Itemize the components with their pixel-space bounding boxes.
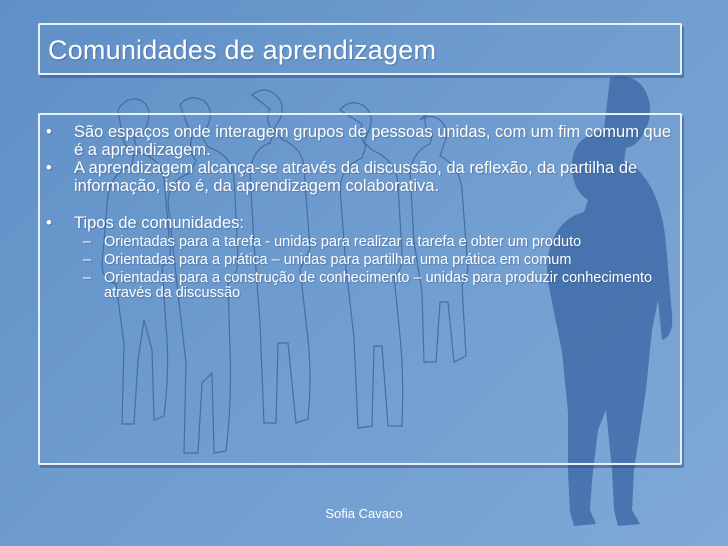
bullet-marker: • — [46, 214, 52, 232]
bullet-list — [46, 123, 676, 301]
slide-title: Comunidades de aprendizagem — [48, 35, 437, 65]
sub-bullet-marker: – — [83, 270, 92, 286]
bullet-marker: • — [46, 159, 52, 177]
sub-bullet-item — [46, 235, 676, 250]
bullet-item — [46, 214, 676, 232]
bullet-item — [46, 123, 676, 159]
sub-bullet-item — [46, 271, 676, 301]
sub-bullet-marker: – — [83, 252, 92, 268]
content-box — [38, 113, 682, 465]
sub-bullet-item — [46, 253, 676, 268]
bullet-text: Tipos de comunidades: — [74, 214, 244, 232]
bullet-item — [46, 159, 676, 195]
sub-bullet-text: Orientadas para a tarefa - unidas para realizar a tarefa e obter um produto — [104, 234, 582, 250]
sub-bullet-text: Orientadas para a prática – unidas para partilhar uma prática em comum — [104, 252, 572, 268]
sub-bullet-marker: – — [83, 234, 92, 250]
spacer — [46, 195, 676, 214]
bullet-text: A aprendizagem alcança-se através da discussão, da reflexão, da partilha de informação, isto é, da aprendizagem colaborativa. — [74, 159, 638, 195]
sub-bullet-text: Orientadas para a construção de conhecimento – unidas para produzir conhecimento através da discussão — [104, 270, 653, 301]
bullet-text: São espaços onde interagem grupos de pessoas unidas, com um fim comum que é a aprendizagem. — [74, 123, 672, 159]
bullet-marker: • — [46, 123, 52, 141]
title-box — [38, 23, 682, 75]
footer-author: Sofia Cavaco — [325, 506, 403, 521]
